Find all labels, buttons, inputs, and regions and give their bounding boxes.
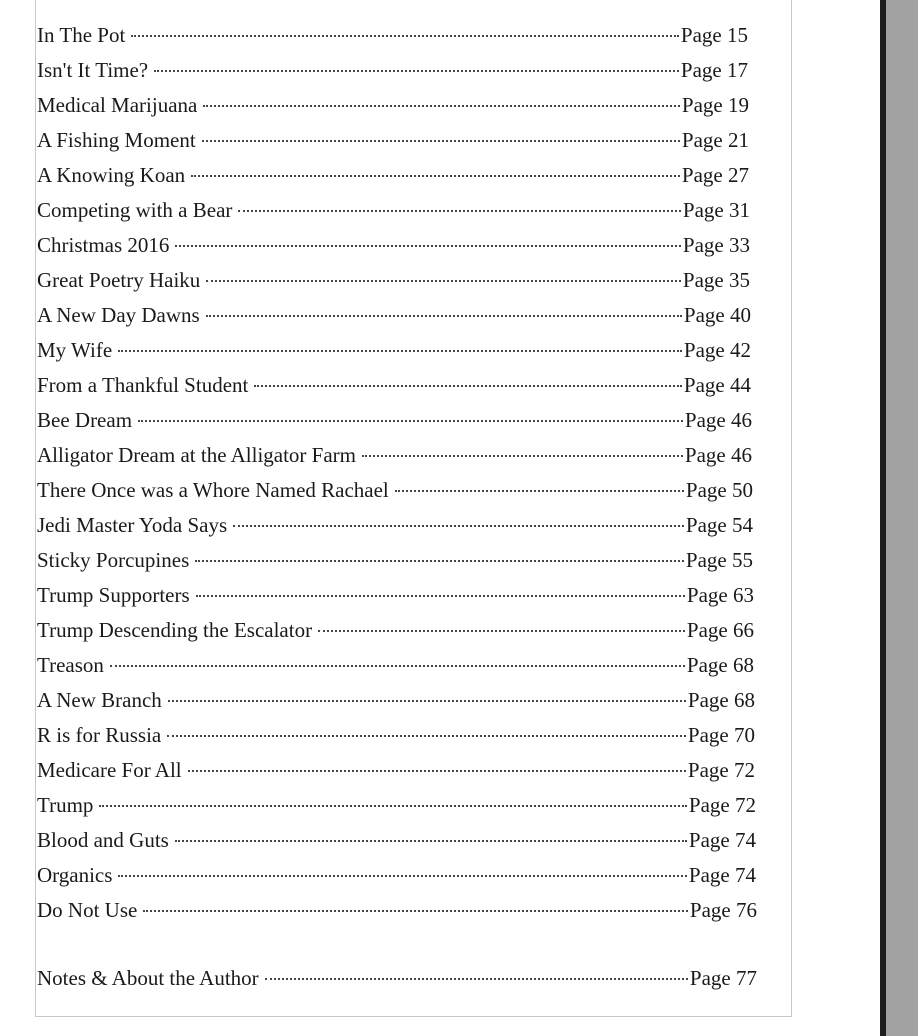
toc-entry-title: Trump Supporters: [37, 583, 190, 607]
toc-entry-page: Page 54: [685, 513, 753, 537]
toc-entry: [37, 335, 751, 365]
toc-entry-title: A Fishing Moment: [37, 128, 196, 152]
toc-entry-title: R is for Russia: [37, 723, 162, 747]
toc-dot-leader: [202, 140, 680, 142]
toc-entry: [37, 615, 754, 645]
toc-entry-page: Page 72: [687, 758, 755, 782]
document-page: [35, 0, 792, 1017]
toc-entry-title: Notes & About the Author: [37, 966, 259, 990]
toc-dot-leader: [318, 630, 685, 632]
toc-entry: [37, 20, 748, 50]
toc-entry: [37, 510, 753, 540]
toc-entry-page: Page 68: [686, 653, 754, 677]
toc-entry: [37, 790, 756, 820]
toc-entry: [37, 160, 749, 190]
toc-entry-page: Page 31: [682, 198, 750, 222]
toc-entry-page: Page 70: [687, 723, 755, 747]
toc-entry: [37, 300, 751, 330]
toc-entry: [37, 440, 752, 470]
toc-entry-title: A New Day Dawns: [37, 303, 200, 327]
toc-entry-title: From a Thankful Student: [37, 373, 249, 397]
toc-dot-leader: [99, 805, 687, 807]
toc-dot-leader: [254, 385, 682, 387]
toc-entry: [37, 860, 756, 890]
toc-entry-page: Page 55: [685, 548, 753, 572]
toc-dot-leader: [175, 840, 687, 842]
toc-dot-leader: [188, 770, 686, 772]
toc-dot-leader: [167, 735, 686, 737]
toc-entry-title: Alligator Dream at the Alligator Farm: [37, 443, 356, 467]
toc-entry-title: Organics: [37, 863, 113, 887]
toc-dot-leader: [362, 455, 683, 457]
toc-entry-page: Page 27: [681, 163, 749, 187]
toc-entry: [37, 895, 757, 925]
toc-entry-page: Page 76: [689, 898, 757, 922]
toc-entry: [37, 125, 749, 155]
toc-dot-leader: [143, 910, 688, 912]
toc-entry-title: Medicare For All: [37, 758, 182, 782]
toc-entry: [37, 90, 749, 120]
toc-entry-page: Page 63: [686, 583, 754, 607]
toc-entry-page: Page 46: [684, 443, 752, 467]
toc-entry-page: Page 46: [684, 408, 752, 432]
toc-entry-title: Jedi Master Yoda Says: [37, 513, 228, 537]
toc-entry-page: Page 44: [683, 373, 751, 397]
toc-entry-title: Competing with a Bear: [37, 198, 233, 222]
toc-entry-page: Page 21: [681, 128, 749, 152]
toc-entry-title: Isn't It Time?: [37, 58, 149, 82]
toc-entry-title: Christmas 2016: [37, 233, 170, 257]
toc-entry-page: Page 74: [688, 863, 756, 887]
toc-entry-title: Treason: [37, 653, 104, 677]
toc-entry: [37, 230, 750, 260]
toc-entry-page: Page 19: [681, 93, 749, 117]
toc-entry: [37, 475, 753, 505]
toc-entry-page: Page 15: [680, 23, 748, 47]
toc-entry-page: Page 35: [682, 268, 750, 292]
toc-entry-title: Do Not Use: [37, 898, 138, 922]
toc-entry-title: In The Pot: [37, 23, 126, 47]
toc-dot-leader: [191, 175, 680, 177]
toc-entry: [37, 720, 755, 750]
toc-dot-leader: [154, 70, 679, 72]
toc-entry-title: Medical Marijuana: [37, 93, 198, 117]
toc-entry: [37, 580, 754, 610]
toc-entry-page: Page 40: [683, 303, 751, 327]
toc-entry-page: Page 72: [688, 793, 756, 817]
toc-dot-leader: [168, 700, 686, 702]
toc-dot-leader: [265, 978, 688, 980]
toc-dot-leader: [206, 315, 682, 317]
toc-dot-leader: [131, 35, 679, 37]
toc-entry-page: Page 33: [682, 233, 750, 257]
toc-entry-title: Sticky Porcupines: [37, 548, 190, 572]
toc-entry: [37, 755, 755, 785]
toc-entry-page: Page 77: [689, 966, 757, 990]
toc-dot-leader: [175, 245, 681, 247]
toc-dot-leader: [395, 490, 684, 492]
toc-dot-leader: [118, 350, 682, 352]
toc-entry: [37, 685, 755, 715]
toc-entry-title: Blood and Guts: [37, 828, 169, 852]
toc-entry-page: Page 74: [688, 828, 756, 852]
toc-entry: [37, 825, 756, 855]
toc-entry-title: My Wife: [37, 338, 113, 362]
toc-entry-page: Page 68: [687, 688, 755, 712]
toc-dot-leader: [233, 525, 684, 527]
toc-entry-page: Page 17: [680, 58, 748, 82]
toc-entry-title: Bee Dream: [37, 408, 133, 432]
toc-entry-title: Trump: [37, 793, 94, 817]
toc-entry-title: There Once was a Whore Named Rachael: [37, 478, 389, 502]
toc-entry: [37, 265, 750, 295]
toc-entry: [37, 370, 751, 400]
toc-dot-leader: [110, 665, 685, 667]
toc-entry-title: A New Branch: [37, 688, 162, 712]
toc-entry: [37, 545, 753, 575]
toc-entry-title: Great Poetry Haiku: [37, 268, 201, 292]
toc-entry: [37, 650, 754, 680]
toc-entry-page: Page 66: [686, 618, 754, 642]
window-edge: [880, 0, 886, 1036]
toc-dot-leader: [203, 105, 680, 107]
toc-entry: [37, 963, 757, 993]
toc-dot-leader: [206, 280, 681, 282]
toc-dot-leader: [118, 875, 686, 877]
toc-entry: [37, 55, 748, 85]
toc-entry-title: Trump Descending the Escalator: [37, 618, 313, 642]
toc-entry: [37, 405, 752, 435]
toc-dot-leader: [138, 420, 683, 422]
toc-entry: [37, 195, 750, 225]
toc-dot-leader: [238, 210, 681, 212]
toc-dot-leader: [196, 595, 685, 597]
toc-entry-title: A Knowing Koan: [37, 163, 186, 187]
toc-dot-leader: [195, 560, 684, 562]
toc-entry-page: Page 50: [685, 478, 753, 502]
toc-entry-page: Page 42: [683, 338, 751, 362]
